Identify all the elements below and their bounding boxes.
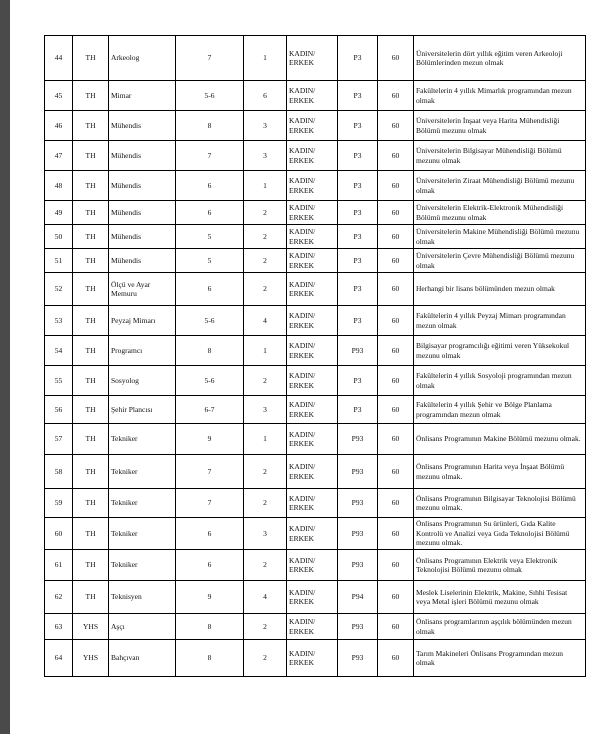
cell-title: Mühendis [109, 249, 176, 273]
cell-row-number: 46 [45, 111, 73, 141]
cell-class-code: TH [73, 111, 109, 141]
cell-degree: 5-6 [176, 81, 244, 111]
cell-gender: KADIN/ ERKEK [287, 201, 338, 225]
cell-class-code: TH [73, 141, 109, 171]
cell-class-code: TH [73, 424, 109, 455]
cell-degree: 6 [176, 518, 244, 550]
cell-title: Tekniker [109, 455, 176, 489]
cell-gender: KADIN/ ERKEK [287, 518, 338, 550]
cell-count: 4 [244, 306, 287, 336]
cell-title: Mühendis [109, 141, 176, 171]
cell-row-number: 64 [45, 640, 73, 677]
cell-class-code: TH [73, 581, 109, 614]
cell-row-number: 60 [45, 518, 73, 550]
cell-count: 2 [244, 489, 287, 518]
cell-class-code: TH [73, 81, 109, 111]
cell-age-limit: 60 [378, 550, 414, 581]
cell-title: Tekniker [109, 489, 176, 518]
cell-row-number: 49 [45, 201, 73, 225]
cell-count: 6 [244, 81, 287, 111]
cell-count: 1 [244, 36, 287, 81]
table-row [45, 366, 586, 396]
cell-class-code: TH [73, 306, 109, 336]
cell-title: Tekniker [109, 424, 176, 455]
table-row [45, 455, 586, 489]
cell-class-code: TH [73, 273, 109, 306]
cell-row-number: 55 [45, 366, 73, 396]
cell-class-code: YHS [73, 640, 109, 677]
cell-age-limit: 60 [378, 81, 414, 111]
cell-title: Tekniker [109, 518, 176, 550]
cell-degree: 6 [176, 171, 244, 201]
cell-age-limit: 60 [378, 273, 414, 306]
table-row [45, 424, 586, 455]
cell-row-number: 53 [45, 306, 73, 336]
table-row [45, 518, 586, 550]
cell-age-limit: 60 [378, 225, 414, 249]
cell-score-type: P3 [338, 111, 378, 141]
table-row [45, 141, 586, 171]
cell-count: 2 [244, 366, 287, 396]
cell-gender: KADIN/ ERKEK [287, 36, 338, 81]
cell-row-number: 59 [45, 489, 73, 518]
cell-score-type: P93 [338, 518, 378, 550]
table-row [45, 640, 586, 677]
cell-degree: 5 [176, 249, 244, 273]
cell-qualification: Üniversitelerin dört yıllık eğitim veren Arkeoloji Bölümlerinden mezun olmak [414, 36, 586, 81]
cell-age-limit: 60 [378, 141, 414, 171]
cell-degree: 6 [176, 550, 244, 581]
cell-age-limit: 60 [378, 518, 414, 550]
cell-gender: KADIN/ ERKEK [287, 366, 338, 396]
cell-class-code: TH [73, 396, 109, 424]
cell-degree: 7 [176, 36, 244, 81]
cell-age-limit: 60 [378, 111, 414, 141]
position-table [44, 35, 586, 677]
cell-count: 2 [244, 455, 287, 489]
table-row [45, 550, 586, 581]
cell-degree: 8 [176, 336, 244, 366]
cell-count: 2 [244, 273, 287, 306]
table-row [45, 306, 586, 336]
cell-degree: 7 [176, 141, 244, 171]
cell-title: Arkeolog [109, 36, 176, 81]
cell-degree: 7 [176, 489, 244, 518]
cell-row-number: 52 [45, 273, 73, 306]
cell-gender: KADIN/ ERKEK [287, 550, 338, 581]
cell-title: Mühendis [109, 111, 176, 141]
cell-title: Mühendis [109, 225, 176, 249]
cell-score-type: P94 [338, 581, 378, 614]
cell-degree: 8 [176, 640, 244, 677]
cell-qualification: Tarım Makineleri Önlisans Programından mezun olmak [414, 640, 586, 677]
cell-score-type: P3 [338, 225, 378, 249]
cell-age-limit: 60 [378, 366, 414, 396]
cell-class-code: TH [73, 36, 109, 81]
table-row [45, 581, 586, 614]
cell-title: Mimar [109, 81, 176, 111]
cell-age-limit: 60 [378, 640, 414, 677]
cell-gender: KADIN/ ERKEK [287, 141, 338, 171]
cell-age-limit: 60 [378, 455, 414, 489]
cell-degree: 9 [176, 581, 244, 614]
cell-count: 2 [244, 614, 287, 640]
cell-qualification: Üniversitelerin İnşaat veya Harita Mühendisliği Bölümü mezunu olmak [414, 111, 586, 141]
cell-age-limit: 60 [378, 489, 414, 518]
cell-qualification: Önlisans programlarının aşçılık bölümünden mezun olmak [414, 614, 586, 640]
cell-title: Mühendis [109, 171, 176, 201]
cell-count: 2 [244, 201, 287, 225]
cell-count: 3 [244, 141, 287, 171]
cell-row-number: 50 [45, 225, 73, 249]
cell-gender: KADIN/ ERKEK [287, 640, 338, 677]
cell-row-number: 48 [45, 171, 73, 201]
viewer-left-edge [0, 0, 10, 734]
cell-gender: KADIN/ ERKEK [287, 81, 338, 111]
cell-degree: 7 [176, 455, 244, 489]
cell-score-type: P93 [338, 614, 378, 640]
cell-degree: 5-6 [176, 306, 244, 336]
cell-qualification: Fakültelerin 4 yıllık Sosyoloji programından mezun olmak [414, 366, 586, 396]
cell-row-number: 62 [45, 581, 73, 614]
cell-gender: KADIN/ ERKEK [287, 581, 338, 614]
cell-gender: KADIN/ ERKEK [287, 225, 338, 249]
cell-title: Sosyolog [109, 366, 176, 396]
cell-degree: 6-7 [176, 396, 244, 424]
table-row [45, 614, 586, 640]
cell-score-type: P3 [338, 171, 378, 201]
cell-class-code: TH [73, 201, 109, 225]
cell-count: 2 [244, 640, 287, 677]
cell-score-type: P93 [338, 424, 378, 455]
cell-gender: KADIN/ ERKEK [287, 614, 338, 640]
cell-count: 3 [244, 396, 287, 424]
cell-age-limit: 60 [378, 201, 414, 225]
cell-score-type: P93 [338, 336, 378, 366]
cell-gender: KADIN/ ERKEK [287, 396, 338, 424]
cell-title: Teknisyen [109, 581, 176, 614]
cell-row-number: 58 [45, 455, 73, 489]
cell-gender: KADIN/ ERKEK [287, 306, 338, 336]
cell-score-type: P93 [338, 550, 378, 581]
cell-age-limit: 60 [378, 336, 414, 366]
cell-score-type: P3 [338, 273, 378, 306]
cell-class-code: YHS [73, 614, 109, 640]
cell-count: 2 [244, 225, 287, 249]
cell-title: Bahçıvan [109, 640, 176, 677]
cell-row-number: 44 [45, 36, 73, 81]
cell-qualification: Önlisans Programının Harita veya İnşaat Bölümü mezunu olmak. [414, 455, 586, 489]
cell-gender: KADIN/ ERKEK [287, 111, 338, 141]
cell-count: 3 [244, 111, 287, 141]
cell-score-type: P3 [338, 396, 378, 424]
cell-score-type: P3 [338, 366, 378, 396]
cell-class-code: TH [73, 225, 109, 249]
cell-qualification: Önlisans Programının Bilgisayar Teknolojisi Bölümü mezunu olmak. [414, 489, 586, 518]
cell-degree: 6 [176, 273, 244, 306]
cell-count: 2 [244, 550, 287, 581]
cell-degree: 6 [176, 201, 244, 225]
cell-class-code: TH [73, 489, 109, 518]
cell-qualification: Herhangi bir lisans bölümünden mezun olmak [414, 273, 586, 306]
cell-count: 4 [244, 581, 287, 614]
cell-class-code: TH [73, 550, 109, 581]
cell-score-type: P3 [338, 306, 378, 336]
cell-score-type: P93 [338, 489, 378, 518]
cell-row-number: 45 [45, 81, 73, 111]
cell-qualification: Önlisans Programının Elektrik veya Elektronik Teknolojisi Bölümü mezunu olmak [414, 550, 586, 581]
cell-row-number: 63 [45, 614, 73, 640]
cell-age-limit: 60 [378, 306, 414, 336]
cell-row-number: 56 [45, 396, 73, 424]
cell-age-limit: 60 [378, 581, 414, 614]
table-row [45, 396, 586, 424]
table-row [45, 336, 586, 366]
cell-title: Programcı [109, 336, 176, 366]
cell-score-type: P3 [338, 141, 378, 171]
cell-age-limit: 60 [378, 36, 414, 81]
cell-score-type: P3 [338, 81, 378, 111]
cell-score-type: P93 [338, 640, 378, 677]
cell-title: Tekniker [109, 550, 176, 581]
cell-count: 1 [244, 424, 287, 455]
cell-qualification: Üniversitelerin Ziraat Mühendisliği Bölümü mezunu olmak [414, 171, 586, 201]
cell-row-number: 57 [45, 424, 73, 455]
table-row [45, 489, 586, 518]
cell-row-number: 47 [45, 141, 73, 171]
cell-degree: 9 [176, 424, 244, 455]
table-row [45, 201, 586, 225]
table-row [45, 273, 586, 306]
cell-degree: 5-6 [176, 366, 244, 396]
cell-qualification: Üniversitelerin Elektrik-Elektronik Mühendisliği Bölümü mezunu olmak [414, 201, 586, 225]
cell-age-limit: 60 [378, 396, 414, 424]
cell-class-code: TH [73, 366, 109, 396]
cell-gender: KADIN/ ERKEK [287, 273, 338, 306]
cell-gender: KADIN/ ERKEK [287, 489, 338, 518]
cell-row-number: 51 [45, 249, 73, 273]
cell-qualification: Fakültelerin 4 yıllık Şehir ve Bölge Planlama programından mezun olmak [414, 396, 586, 424]
cell-title: Peyzaj Mimarı [109, 306, 176, 336]
cell-title: Şehir Plancısı [109, 396, 176, 424]
cell-qualification: Önlisans Programının Makine Bölümü mezunu olmak. [414, 424, 586, 455]
cell-class-code: TH [73, 336, 109, 366]
cell-title: Aşçı [109, 614, 176, 640]
table-row [45, 81, 586, 111]
cell-qualification: Fakültelerin 4 yıllık Peyzaj Mimarı programından mezun olmak [414, 306, 586, 336]
cell-score-type: P3 [338, 249, 378, 273]
cell-count: 2 [244, 249, 287, 273]
cell-class-code: TH [73, 171, 109, 201]
cell-class-code: TH [73, 249, 109, 273]
cell-gender: KADIN/ ERKEK [287, 336, 338, 366]
cell-qualification: Üniversitelerin Bilgisayar Mühendisliği Bölümü mezunu olmak [414, 141, 586, 171]
cell-qualification: Bilgisayar programcılığı eğitimi veren Yüksekokul mezunu olmak [414, 336, 586, 366]
cell-gender: KADIN/ ERKEK [287, 424, 338, 455]
cell-qualification: Meslek Liselerinin Elektrik, Makine, Sıhhi Tesisat veya Metal işleri Bölümü mezunu olmak [414, 581, 586, 614]
cell-score-type: P3 [338, 36, 378, 81]
cell-class-code: TH [73, 455, 109, 489]
cell-age-limit: 60 [378, 171, 414, 201]
table-row [45, 111, 586, 141]
cell-score-type: P3 [338, 201, 378, 225]
cell-title: Mühendis [109, 201, 176, 225]
table-row [45, 225, 586, 249]
cell-degree: 5 [176, 225, 244, 249]
cell-age-limit: 60 [378, 424, 414, 455]
table-body [45, 36, 586, 677]
cell-gender: KADIN/ ERKEK [287, 171, 338, 201]
cell-class-code: TH [73, 518, 109, 550]
cell-title: Ölçü ve Ayar Memuru [109, 273, 176, 306]
table-row [45, 249, 586, 273]
cell-row-number: 54 [45, 336, 73, 366]
cell-score-type: P93 [338, 455, 378, 489]
cell-gender: KADIN/ ERKEK [287, 455, 338, 489]
table-row [45, 36, 586, 81]
cell-age-limit: 60 [378, 249, 414, 273]
cell-qualification: Önlisans Programının Su ürünleri, Gıda Kalite Kontrolü ve Analizi veya Gıda Teknolojisi Bölümü mezunu olmak. [414, 518, 586, 550]
cell-degree: 8 [176, 111, 244, 141]
cell-count: 1 [244, 171, 287, 201]
cell-row-number: 61 [45, 550, 73, 581]
table-row [45, 171, 586, 201]
cell-age-limit: 60 [378, 614, 414, 640]
cell-degree: 8 [176, 614, 244, 640]
cell-qualification: Üniversitelerin Çevre Mühendisliği Bölümü mezunu olmak [414, 249, 586, 273]
cell-qualification: Fakültelerin 4 yıllık Mimarlık programından mezun olmak [414, 81, 586, 111]
cell-count: 1 [244, 336, 287, 366]
cell-gender: KADIN/ ERKEK [287, 249, 338, 273]
cell-count: 3 [244, 518, 287, 550]
cell-qualification: Üniversitelerin Makine Mühendisliği Bölümü mezunu olmak [414, 225, 586, 249]
